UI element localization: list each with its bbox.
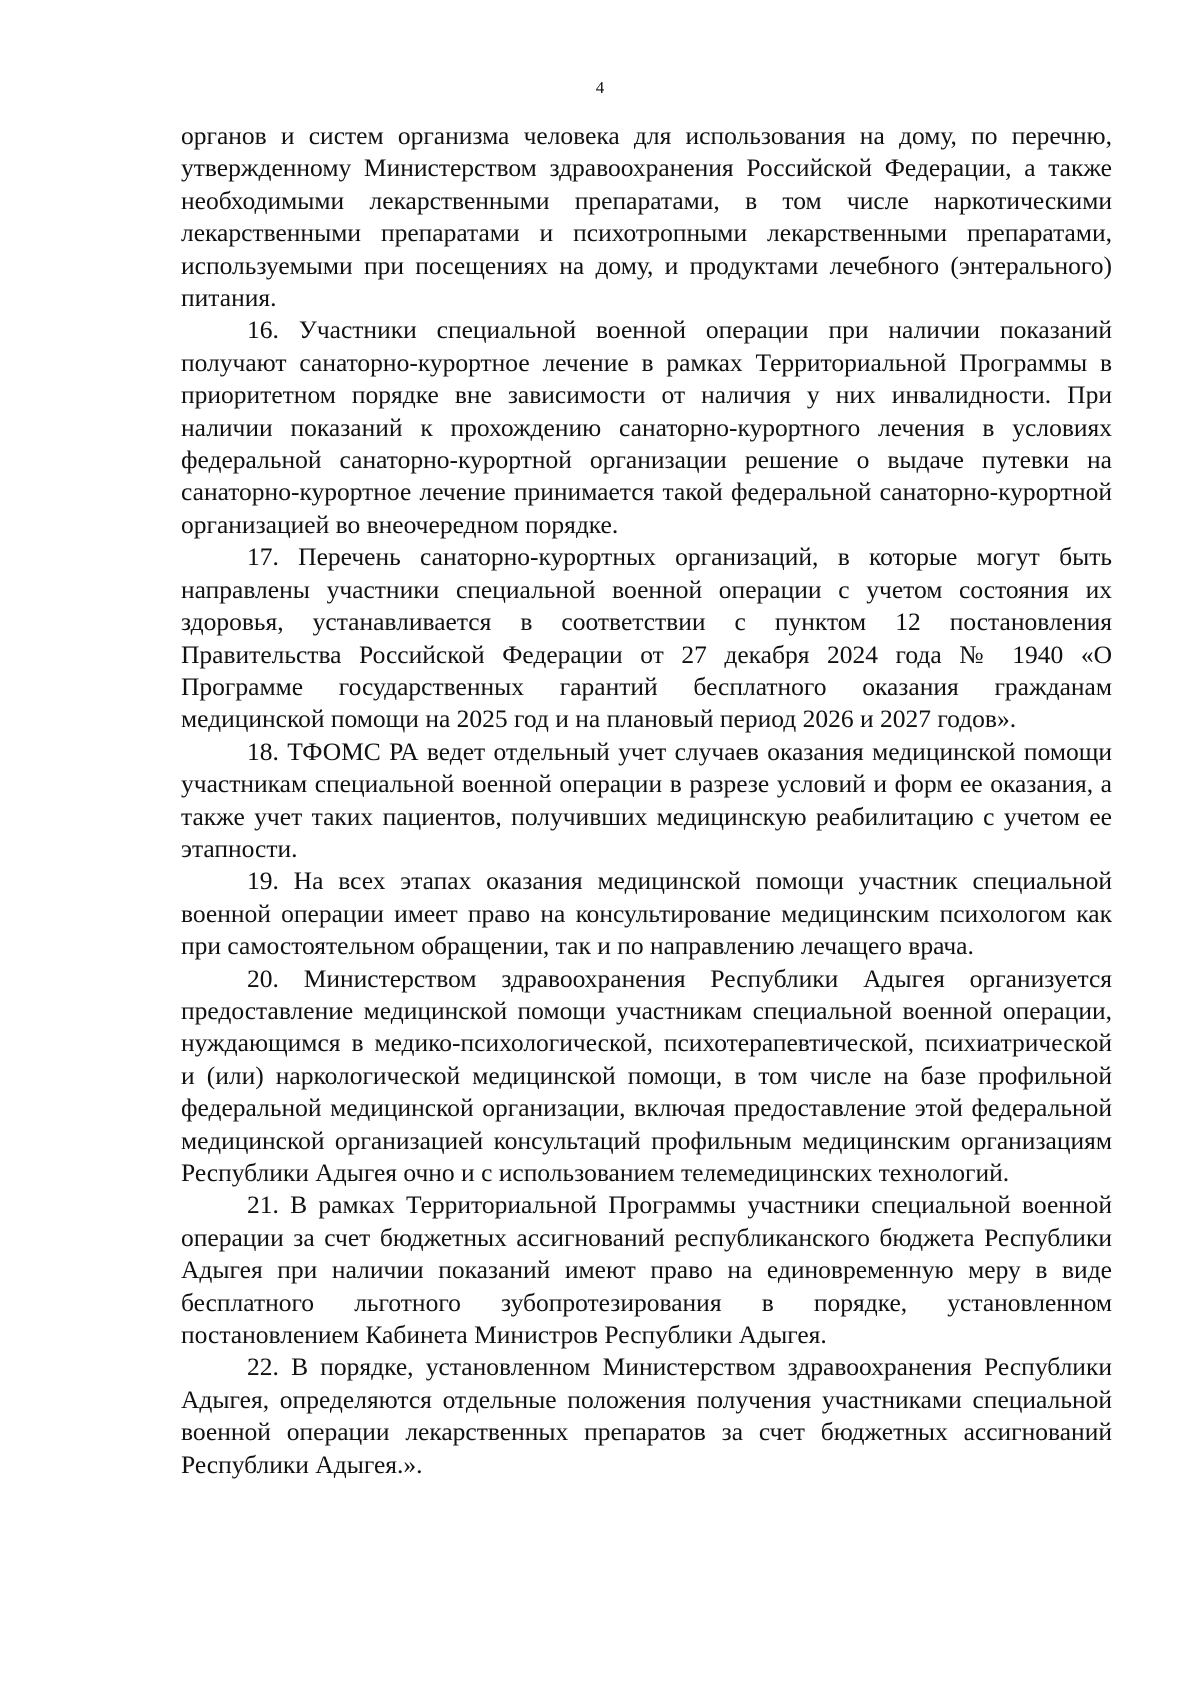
paragraph-17: 17. Перечень санаторно-курортных организаций, в которые могут быть направлены участники специальной военной операции с учетом состояния их здоровья, устанавливается в соответствии с пунктом 12 постановления Правительства Российской Федерации от 27 декабря 2024 года № 1940 «О Программе государственных гарантий бесплатного оказания гражданам медицинской помощи на 2025 год и на плановый период 2026 и 2027 годов». [181,542,1112,734]
paragraph-21: 21. В рамках Территориальной Программы участники специальной военной операции за счет бюджетных ассигнований республиканского бюджета Республики Адыгея при наличии показаний имеют право на единовременную меру в виде бесплатного льготного зубопротезирования в порядке, установленном постановлением Кабинета Министров Республики Адыгея. [181,1190,1112,1350]
page-number: 4 [595,78,605,97]
paragraph-20: 20. Министерством здравоохранения Республики Адыгея организуется предоставление медицинской помощи участникам специальной военной операции, нуждающимся в медико-психологической, психотерапевтической, психиатрической и (или) наркологической медицинской помощи, в том числе на базе профильной федеральной медицинской организации, включая предоставление этой федеральной медицинской организацией консультаций профильным медицинским организациям Республики Адыгея очно и с использованием телемедицинских технологий. [181,963,1112,1187]
paragraph-continuation: органов и систем организма человека для использования на дому, по перечню, утвержденному Министерством здравоохранения Российской Федерации, а также необходимыми лекарственными препаратами, в том числе наркотическими лекарственными препаратами и психотропными лекарственными препаратами, используемыми при посещениях на дому, и продуктами лечебного (энтерального) питания. [181,121,1112,313]
paragraph-16: 16. Участники специальной военной операции при наличии показаний получают санаторно-курортное лечение в рамках Территориальной Программы в приоритетном порядке вне зависимости от наличия у них инвалидности. При наличии показаний к прохождению санаторно-курортного лечения в условиях федеральной санаторно-курортной организации решение о выдаче путевки на санаторно-курортное лечение принимается такой федеральной санаторно-курортной организацией во внеочередном порядке. [181,315,1112,539]
paragraph-22: 22. В порядке, установленном Министерством здравоохранения Республики Адыгея, определяются отдельные положения получения участниками специальной военной операции лекарственных препаратов за счет бюджетных ассигнований Республики Адыгея.». [181,1352,1112,1479]
paragraph-19: 19. На всех этапах оказания медицинской помощи участник специальной военной операции имеет право на консультирование медицинским психологом как при самостоятельном обращении, так и по направлению лечащего врача. [181,866,1112,961]
paragraph-18: 18. ТФОМС РА ведет отдельный учет случаев оказания медицинской помощи участникам специальной военной операции в разрезе условий и форм ее оказания, а также учет таких пациентов, получивших медицинскую реабилитацию с учетом ее этапности. [181,736,1112,863]
document-body [181,120,1112,1481]
